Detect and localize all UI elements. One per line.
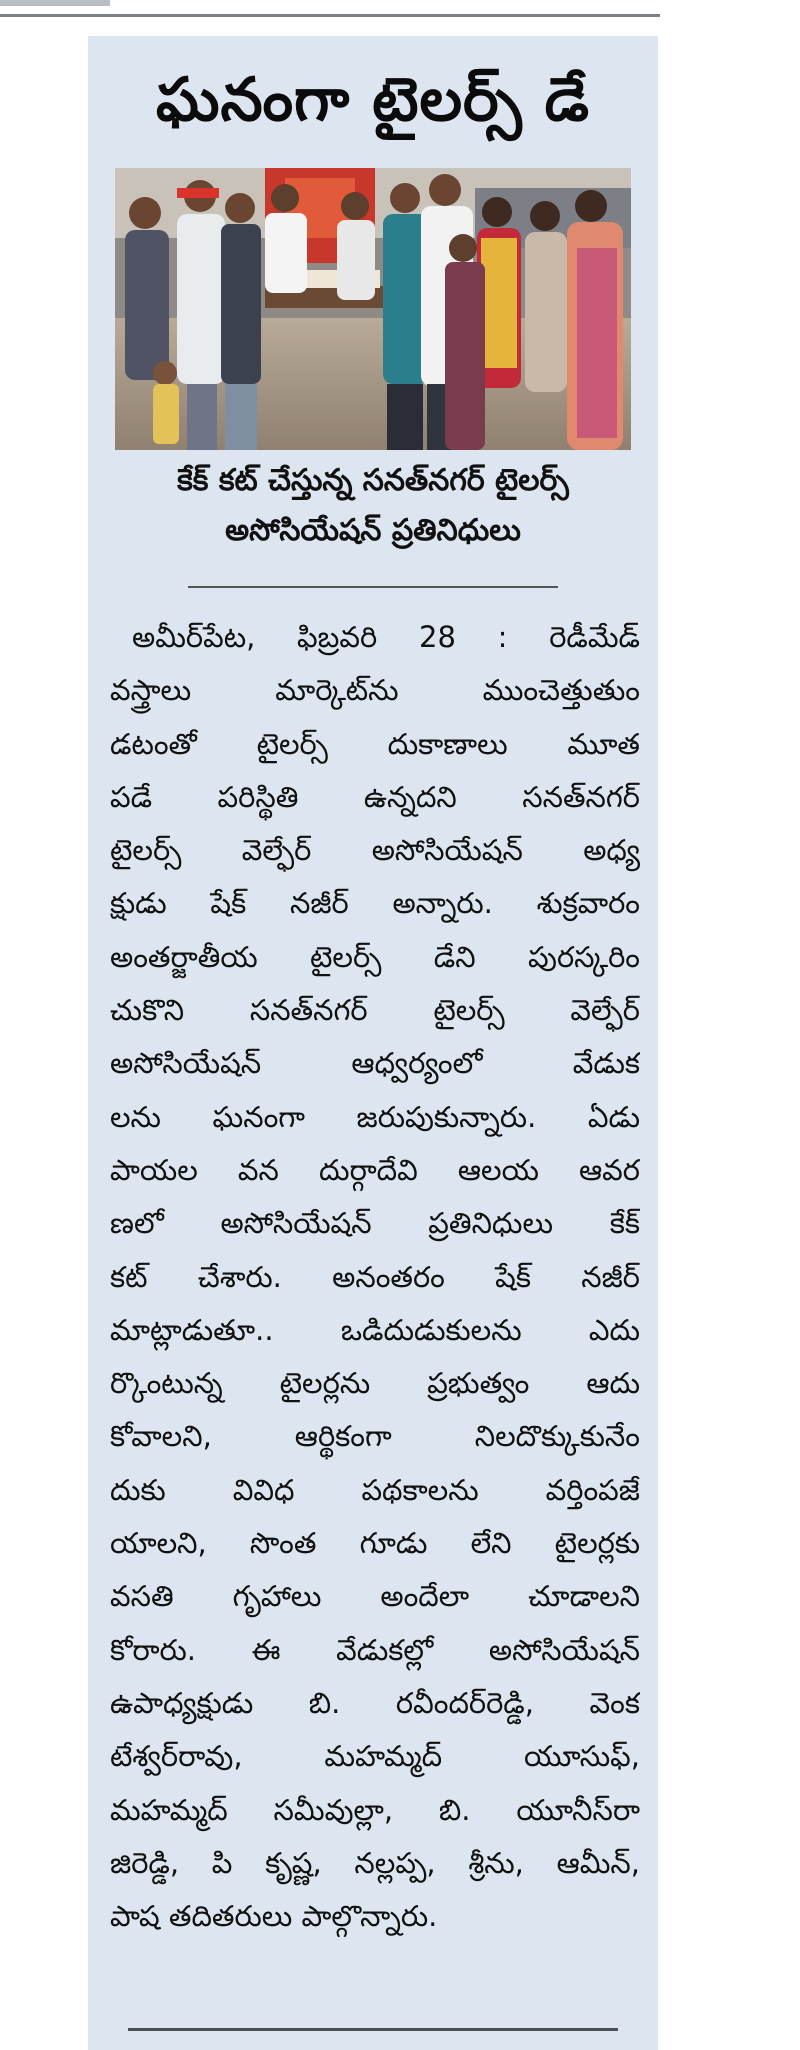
caption-divider bbox=[188, 586, 558, 588]
body-line: అసోసియేషన్ ఆధ్వర్యంలో వేడుక bbox=[110, 1046, 640, 1081]
body-line: పాష తదితరులు పాల్గొన్నారు. bbox=[110, 1899, 438, 1934]
body-line: లను ఘనంగా జరుపుకున్నారు. ఏడు bbox=[110, 1099, 640, 1134]
article-body bbox=[110, 611, 640, 1943]
celebration-photo bbox=[115, 168, 631, 450]
newspaper-clipping bbox=[88, 36, 658, 2050]
caption-line: కేక్ కట్ చేస్తున్న సనత్‌నగర్ టైలర్స్ bbox=[177, 463, 569, 498]
body-line: చుకొని సనత్‌నగర్ టైలర్స్ వెల్ఫేర్ bbox=[110, 993, 640, 1028]
body-line: ఉపాధ్యక్షుడు బి. రవీందర్‌రెడ్డి, వెంక bbox=[110, 1685, 640, 1720]
body-line: టైలర్స్ వెల్ఫేర్ అసోసియేషన్ అధ్య bbox=[110, 833, 640, 868]
body-line: టేశ్వర్‌రావు, మహమ్మద్ యూసుఫ్, bbox=[110, 1739, 640, 1774]
photo-caption bbox=[108, 456, 638, 556]
body-line: కోరారు. ఈ వేడుకల్లో అసోసియేషన్ bbox=[110, 1632, 640, 1667]
body-line: అంతర్జాతీయ టైలర్స్ డేని పురస్కరిం bbox=[110, 939, 640, 974]
body-line: ర్కొంటున్న టైలర్లను ప్రభుత్వం ఆదు bbox=[110, 1366, 640, 1401]
body-line: వసతి గృహాలు అందేలా చూడాలని bbox=[110, 1579, 640, 1614]
page-top-rule bbox=[0, 14, 660, 17]
body-line: పడే పరిస్థితి ఉన్నదని సనత్‌నగర్ bbox=[110, 779, 640, 814]
body-line: కోవాలని, ఆర్థికంగా నిలదొక్కుకునేం bbox=[110, 1419, 640, 1454]
body-line: మహమ్మద్ సమీవుల్లా, బి. యూనీస్‌రా bbox=[110, 1792, 640, 1827]
article-end-rule bbox=[128, 2028, 618, 2031]
body-line: కట్ చేశారు. అనంతరం షేక్ నజీర్ bbox=[110, 1259, 640, 1294]
body-line: క్షుడు షేక్ నజీర్ అన్నారు. శుక్రవారం bbox=[110, 886, 640, 921]
caption-line: అసోసియేషన్ ప్రతినిధులు bbox=[225, 513, 521, 548]
body-line: మాట్లాడుతూ.. ఒడిదుడుకులను ఎదు bbox=[110, 1312, 640, 1347]
body-line: పాయల వన దుర్గాదేవి ఆలయ ఆవర bbox=[110, 1152, 640, 1187]
body-line: ణలో అసోసియేషన్ ప్రతినిధులు కేక్ bbox=[110, 1206, 640, 1241]
article-headline: ఘనంగా టైలర్స్ డే bbox=[155, 65, 591, 135]
body-line: అమీర్‌పేట, ఫిబ్రవరి 28 : రెడీమేడ్ bbox=[132, 620, 640, 654]
article-photo bbox=[115, 168, 631, 450]
page-top-rule-segment bbox=[0, 0, 110, 6]
body-line: యాలని, సొంత గూడు లేని టైలర్లకు bbox=[110, 1526, 640, 1561]
body-line: వస్త్రాలు మార్కెట్‌ను ముంచెత్తుతుం bbox=[110, 673, 640, 708]
body-line: దుకు వివిధ పథకాలను వర్తింపజే bbox=[110, 1472, 640, 1507]
body-line: డటంతో టైలర్స్ దుకాణాలు మూత bbox=[110, 726, 640, 761]
body-line: జిరెడ్డి, పి కృష్ణ, నల్లప్ప, శ్రీను, ఆమీన్, bbox=[110, 1845, 640, 1880]
